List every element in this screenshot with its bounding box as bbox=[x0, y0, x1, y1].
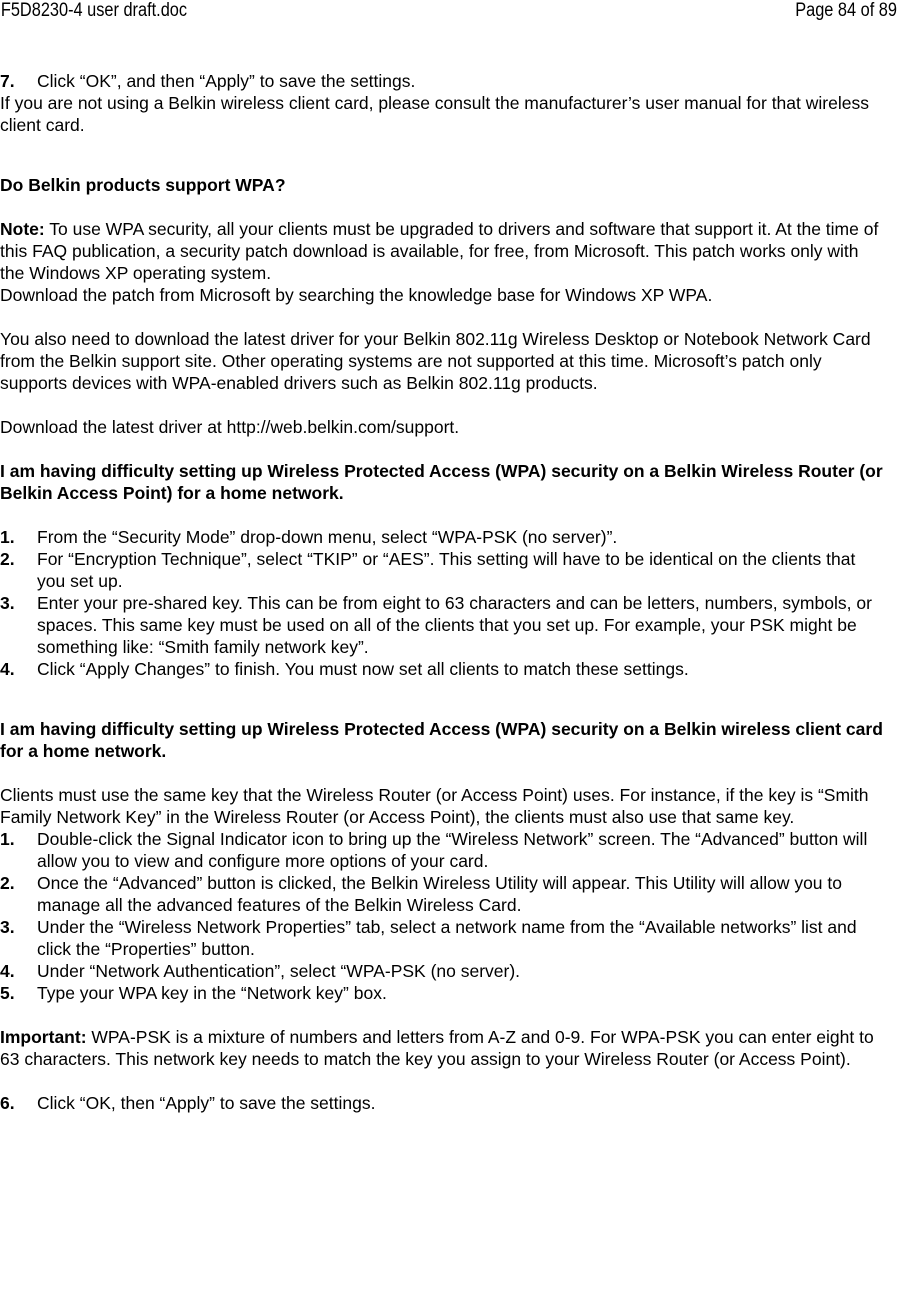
step-number: 3. bbox=[0, 917, 15, 937]
driver-paragraph: You also need to download the latest driver for your Belkin 802.11g Wireless Desktop or Notebook Network Card from the Belkin support site. Other operating systems are not supported at this time. Microsoft’s patch only supports devices with WPA-enabled drivers such as Belkin 802.11g products. bbox=[0, 329, 871, 393]
client-wpa-heading: I am having difficulty setting up Wireless Protected Access (WPA) security on a Belkin wireless client card for a home network. bbox=[0, 719, 883, 761]
step-text: Double-click the Signal Indicator icon to bring up the “Wireless Network” screen. The “Advanced” button will allow you to view and configure more options of your card. bbox=[37, 829, 868, 871]
step-number: 1. bbox=[0, 829, 15, 849]
intro-step-7 bbox=[0, 70, 885, 92]
important-label: Important: bbox=[0, 1027, 87, 1047]
step-number: 7. bbox=[0, 71, 15, 91]
step-number: 4. bbox=[0, 961, 15, 981]
step-text: From the “Security Mode” drop-down menu, select “WPA-PSK (no server)”. bbox=[37, 527, 618, 547]
step-text: Once the “Advanced” button is clicked, the Belkin Wireless Utility will appear. This Utility will allow you to manage all the advanced features of the Belkin Wireless Card. bbox=[37, 873, 842, 915]
wpa-note-paragraph bbox=[0, 218, 885, 284]
step-number: 3. bbox=[0, 593, 15, 613]
document-filename: F5D8230-4 user draft.doc bbox=[0, 0, 188, 21]
page-header bbox=[0, 0, 897, 24]
step-text: For “Encryption Technique”, select “TKIP” or “AES”. This setting will have to be identical on the clients that you set up. bbox=[37, 549, 856, 591]
router-step-1 bbox=[0, 526, 885, 548]
client-step-6 bbox=[0, 1092, 885, 1114]
router-wpa-heading: I am having difficulty setting up Wireless Protected Access (WPA) security on a Belkin Wireless Router (or Belkin Access Point) for a home network. bbox=[0, 461, 883, 503]
step-text: Under “Network Authentication”, select “WPA-PSK (no server). bbox=[37, 961, 521, 981]
step-number: 5. bbox=[0, 983, 15, 1003]
step-text: Click “OK”, and then “Apply” to save the settings. bbox=[37, 71, 416, 91]
client-step-1 bbox=[0, 828, 885, 872]
router-step-4 bbox=[0, 658, 885, 680]
wpa-support-heading: Do Belkin products support WPA? bbox=[0, 175, 286, 195]
step-number: 2. bbox=[0, 549, 15, 569]
important-paragraph bbox=[0, 1026, 885, 1070]
client-card-note: If you are not using a Belkin wireless client card, please consult the manufacturer’s user manual for that wireless client card. bbox=[0, 93, 869, 135]
download-driver-text: Download the latest driver at http://web.belkin.com/support. bbox=[0, 417, 460, 437]
step-text: Enter your pre-shared key. This can be from eight to 63 characters and can be letters, numbers, symbols, or spaces. This same key must be used on all of the clients that you set up. For example, your PSK might be something like: “Smith family network key”. bbox=[37, 593, 872, 657]
client-step-4 bbox=[0, 960, 885, 982]
client-step-5 bbox=[0, 982, 885, 1004]
step-text: Under the “Wireless Network Properties” tab, select a network name from the “Available networks” list and click the “Properties” button. bbox=[37, 917, 857, 959]
page-number: Page 84 of 89 bbox=[795, 0, 897, 21]
client-step-3 bbox=[0, 916, 885, 960]
router-step-3 bbox=[0, 592, 885, 658]
download-patch-text: Download the patch from Microsoft by searching the knowledge base for Windows XP WPA. bbox=[0, 285, 713, 305]
document-body bbox=[0, 70, 885, 1114]
step-text: Click “OK, then “Apply” to save the settings. bbox=[37, 1093, 376, 1113]
client-step-2 bbox=[0, 872, 885, 916]
note-text: To use WPA security, all your clients must be upgraded to drivers and software that support it. At the time of this FAQ publication, a security patch download is available, for free, from Microsoft. This patch works only with the Windows XP operating system. bbox=[0, 219, 879, 283]
step-text: Click “Apply Changes” to finish. You must now set all clients to match these settings. bbox=[37, 659, 689, 679]
step-number: 4. bbox=[0, 659, 15, 679]
client-intro-paragraph: Clients must use the same key that the Wireless Router (or Access Point) uses. For instance, if the key is “Smith Family Network Key” in the Wireless Router (or Access Point), the clients must also use that same key. bbox=[0, 785, 869, 827]
step-number: 2. bbox=[0, 873, 15, 893]
step-number: 6. bbox=[0, 1093, 15, 1113]
router-step-2 bbox=[0, 548, 885, 592]
note-label: Note: bbox=[0, 219, 45, 239]
step-number: 1. bbox=[0, 527, 15, 547]
important-text: WPA-PSK is a mixture of numbers and letters from A-Z and 0-9. For WPA-PSK you can enter eight to 63 characters. This network key needs to match the key you assign to your Wireless Router (or Access Point). bbox=[0, 1027, 874, 1069]
step-text: Type your WPA key in the “Network key” box. bbox=[37, 983, 387, 1003]
